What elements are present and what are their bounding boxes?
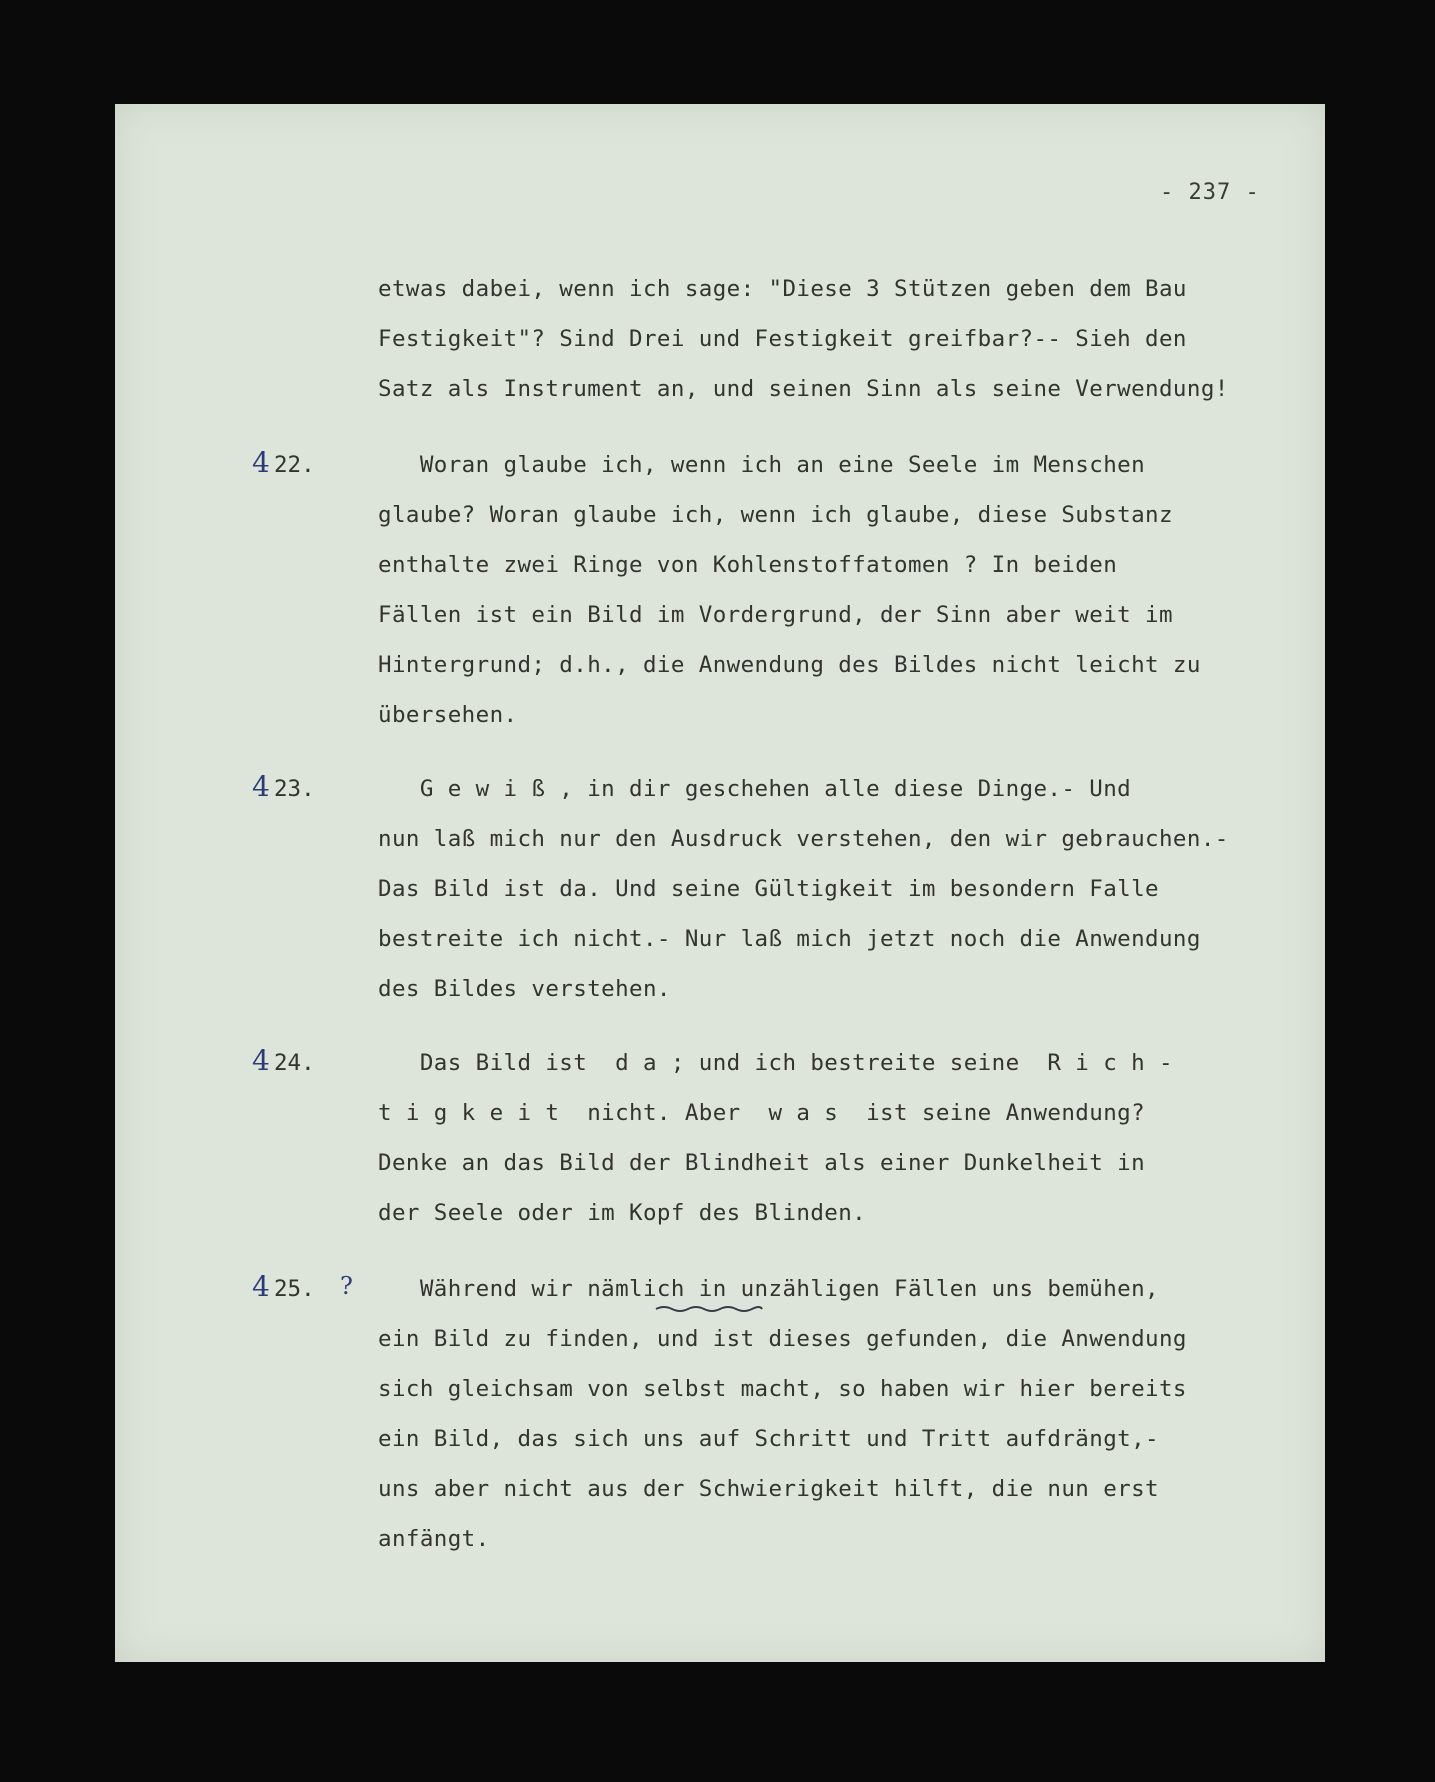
section-22-line-3: enthalte zwei Ringe von Kohlenstoffatomen ? In beiden [378, 552, 1118, 578]
section-22-line-5: Hintergrund; d.h., die Anwendung des Bildes nicht leicht zu [378, 652, 1201, 678]
section-25-ink-prefix: 4 [252, 1270, 270, 1303]
section-24-ink-prefix: 4 [252, 1044, 270, 1077]
section-23-line-1: G e w i ß , in dir geschehen alle diese Dinge.- Und [378, 776, 1132, 802]
section-25-line-5: uns aber nicht aus der Schwierigkeit hilft, die nun erst [378, 1476, 1159, 1502]
section-23-line-3: Das Bild ist da. Und seine Gültigkeit im besondern Falle [378, 876, 1159, 902]
section-25-line-2: ein Bild zu finden, und ist dieses gefunden, die Anwendung [378, 1326, 1187, 1352]
section-25-number: 25. [274, 1276, 315, 1302]
section-25-question-mark: ? [340, 1272, 353, 1300]
section-25-line-4: ein Bild, das sich uns auf Schritt und Tritt aufdrängt,- [378, 1426, 1159, 1452]
section-23-line-2: nun laß mich nur den Ausdruck verstehen, den wir gebrauchen.- [378, 826, 1229, 852]
section-23-line-4: bestreite ich nicht.- Nur laß mich jetzt noch die Anwendung [378, 926, 1201, 952]
section-22-line-1: Woran glaube ich, wenn ich an eine Seele im Menschen [378, 452, 1146, 478]
handwritten-underline-mark [654, 1305, 764, 1313]
intro-line-3: Satz als Instrument an, und seinen Sinn als seine Verwendung! [378, 376, 1229, 402]
section-24-line-3: Denke an das Bild der Blindheit als einer Dunkelheit in [378, 1150, 1146, 1176]
section-24-number: 24. [274, 1050, 315, 1076]
section-23-number: 23. [274, 776, 315, 802]
intro-line-1: etwas dabei, wenn ich sage: "Diese 3 Stützen geben dem Bau [378, 276, 1187, 302]
section-25-line-6: anfängt. [378, 1526, 490, 1552]
section-25-line-1: Während wir nämlich in unzähligen Fällen uns bemühen, [378, 1276, 1159, 1302]
section-23-ink-prefix: 4 [252, 770, 270, 803]
section-22-line-2: glaube? Woran glaube ich, wenn ich glaube, diese Substanz [378, 502, 1173, 528]
section-24-line-4: der Seele oder im Kopf des Blinden. [378, 1200, 867, 1226]
intro-line-2: Festigkeit"? Sind Drei und Festigkeit greifbar?-- Sieh den [378, 326, 1187, 352]
section-22-ink-prefix: 4 [252, 446, 270, 479]
section-25-line-3: sich gleichsam von selbst macht, so haben wir hier bereits [378, 1376, 1187, 1402]
section-24-line-1: Das Bild ist d a ; und ich bestreite seine R i c h - [378, 1050, 1173, 1076]
section-22-line-4: Fällen ist ein Bild im Vordergrund, der Sinn aber weit im [378, 602, 1173, 628]
section-22-line-6: übersehen. [378, 702, 518, 728]
section-22-number: 22. [274, 452, 315, 478]
section-23-line-5: des Bildes verstehen. [378, 976, 671, 1002]
section-24-line-2: t i g k e i t nicht. Aber w a s ist seine Anwendung? [378, 1100, 1146, 1126]
page-number: - 237 - [1160, 180, 1260, 205]
